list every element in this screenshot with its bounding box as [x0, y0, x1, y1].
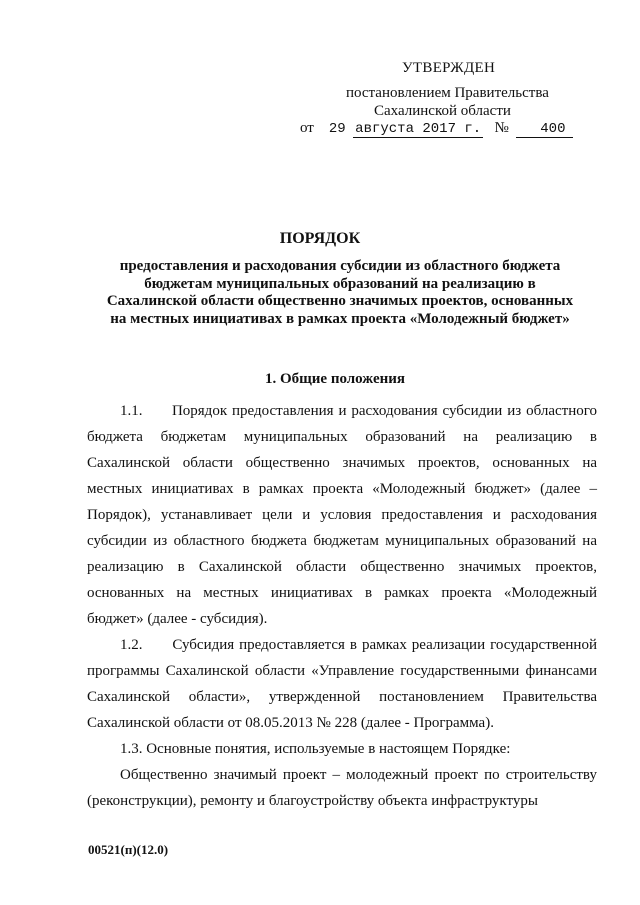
- document-title: ПОРЯДОК: [279, 230, 361, 247]
- decree-number: 400: [516, 121, 573, 138]
- decree-date-row: [300, 120, 573, 138]
- paragraph-1-2: 1.2. Субсидия предоставляется в рамках реализации государственной программы Сахалинской области «Управление государственными финансами Сахалинской области», утвержденной постановлением Правительства Сахалинской области от 08.05.2013 № 228 (далее - Программа).: [87, 637, 601, 731]
- from-label: от: [300, 120, 314, 136]
- document-code: 00521(п)(12.0): [88, 842, 169, 857]
- document-body: [87, 398, 601, 814]
- section-heading: 1. Общие положения: [264, 371, 406, 387]
- approved-stamp: УТВЕРЖДЕН: [402, 60, 496, 76]
- paragraph-definition: Общественно значимый проект – молодежный проект по строительству (реконструкции), ремонту и благоустройству объекта инфраструктуры: [87, 767, 597, 809]
- paragraph-1-1: 1.1. Порядок предоставления и расходования субсидии из областного бюджета бюджетам муниципальных образований на реализацию в Сахалинской области общественно значимых проектов, основанных на местных инициативах в рамках проекта «Молодежный бюджет» (далее – Порядок), устанавливает цели и условия предоставления и расходования субсидии из областного бюджета бюджетам муниципальных образований на реализацию в Сахалинской области общественно значимых проектов, основанных на местных инициативах в рамках проекта «Молодежный бюджет» (далее - субсидия).: [87, 403, 601, 627]
- number-label: №: [494, 120, 509, 136]
- decree-line-2: Сахалинской области: [374, 103, 511, 119]
- decree-month-year: августа 2017 г.: [355, 121, 482, 137]
- paragraph-1-3: 1.3. Основные понятия, используемые в настоящем Порядке:: [120, 741, 511, 757]
- decree-line-1: постановлением Правительства: [346, 85, 549, 101]
- document-subtitle: предоставления и расходования субсидии из областного бюджета бюджетам муниципальных образований на реализацию в Сахалинской области общественно значимых проектов, основанных на местных инициативах в рамках проекта «Молодежный бюджет»: [106, 258, 574, 327]
- decree-day: 29: [328, 121, 346, 137]
